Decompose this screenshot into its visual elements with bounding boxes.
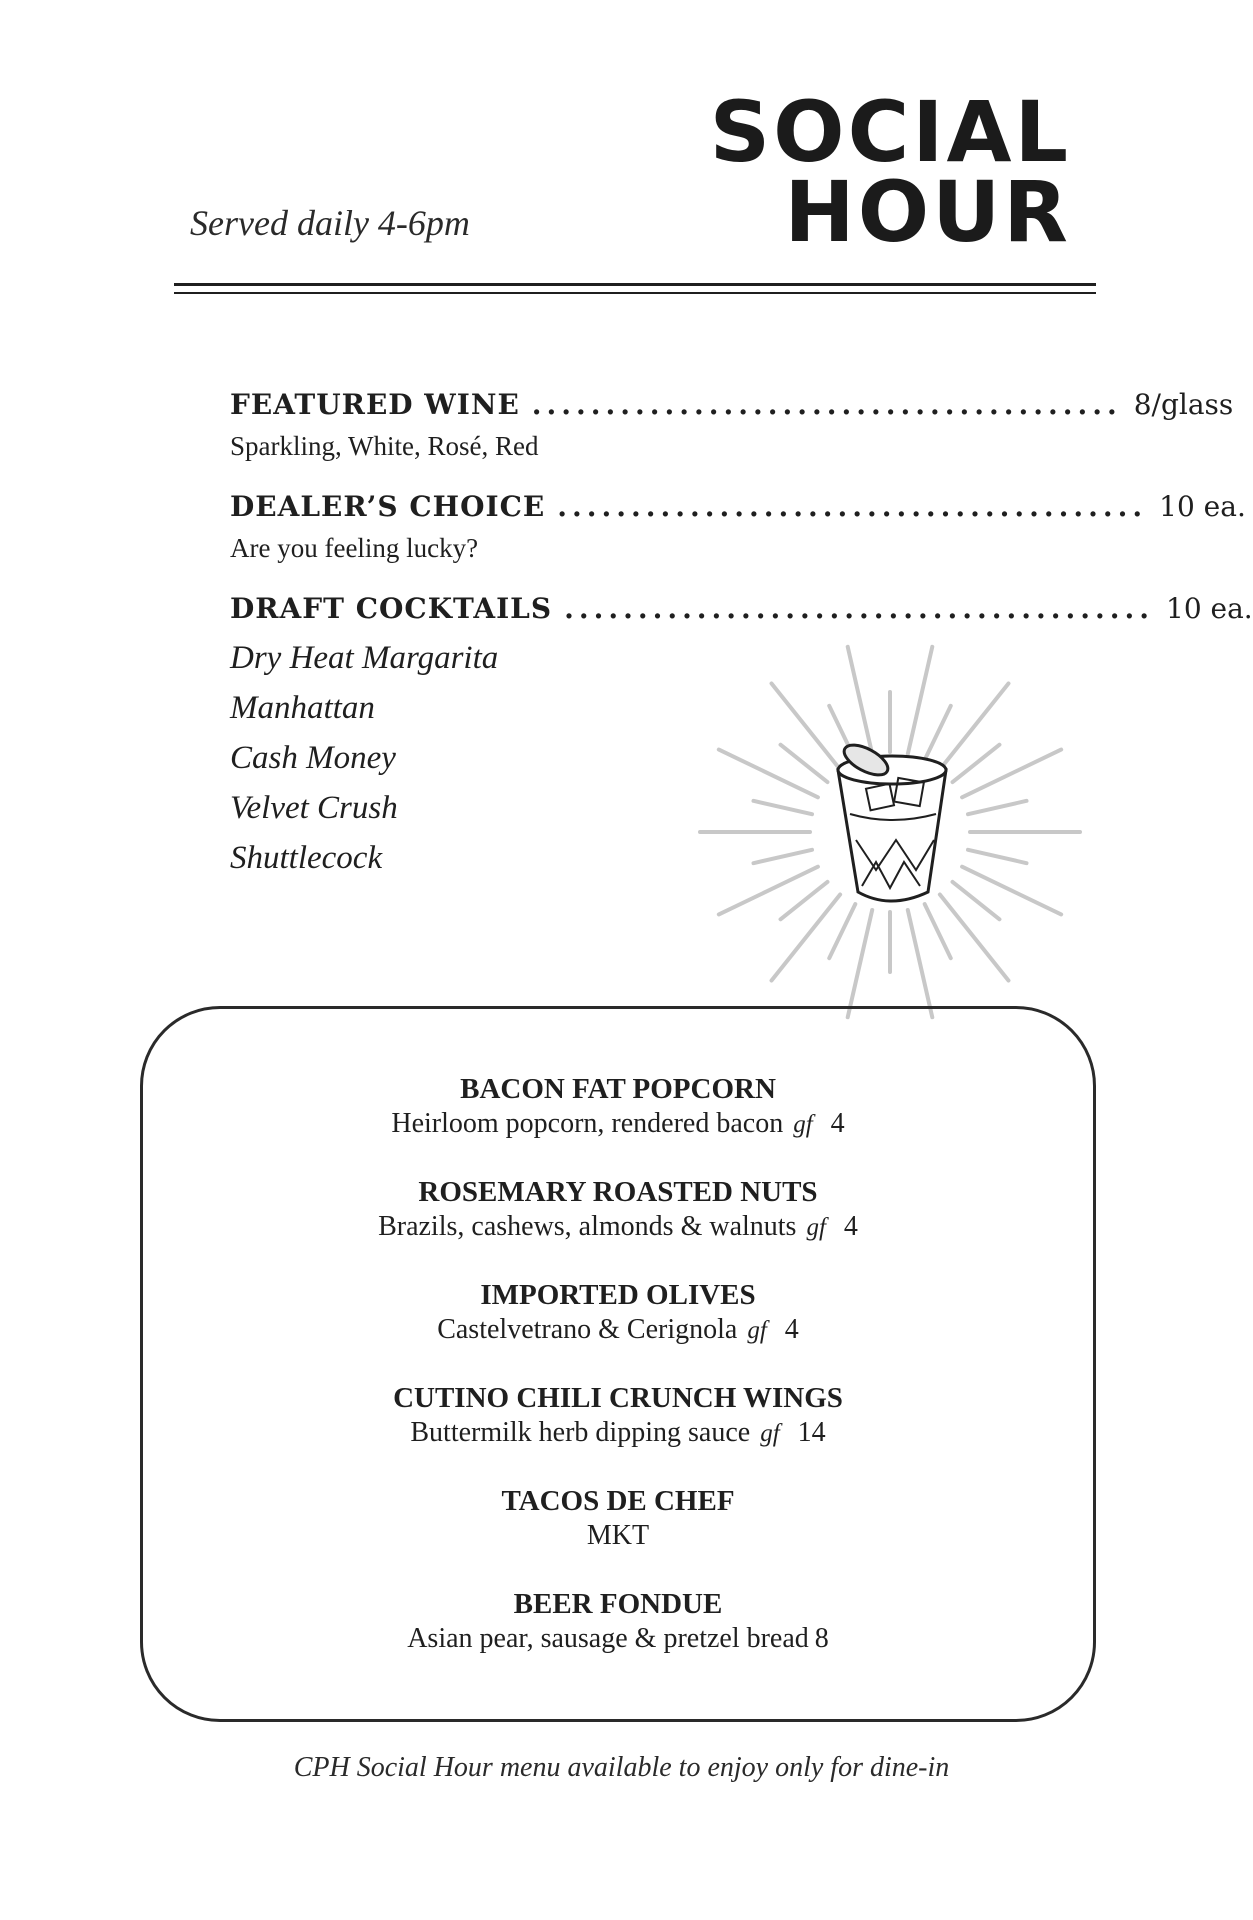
food-price: 4	[830, 1108, 845, 1139]
cocktail-item: Dry Heat Margarita	[230, 640, 499, 676]
food-item	[143, 1176, 1093, 1243]
food-item	[143, 1279, 1093, 1346]
cocktail-item: Manhattan	[230, 690, 375, 726]
dot-leader: ........................................	[531, 388, 1122, 421]
food-line	[143, 1623, 1093, 1655]
food-line	[143, 1417, 1093, 1449]
food-name: IMPORTED OLIVES	[480, 1279, 756, 1311]
food-price: 4	[843, 1211, 858, 1242]
drink-price: 10 ea.	[1166, 592, 1253, 625]
food-name: ROSEMARY ROASTED NUTS	[418, 1176, 818, 1208]
food-description: Heirloom popcorn, rendered bacon	[391, 1108, 784, 1139]
food-line	[143, 1211, 1093, 1243]
dot-leader: ........................................	[564, 592, 1154, 625]
food-price: 14	[797, 1417, 826, 1448]
food-item	[143, 1588, 1093, 1655]
gluten-free-tag: gf	[747, 1317, 767, 1344]
food-item	[143, 1073, 1093, 1140]
cocktail-item: Velvet Crush	[230, 790, 398, 826]
header-rule-top	[174, 283, 1096, 286]
food-name: BEER FONDUE	[513, 1588, 723, 1620]
food-line	[143, 1314, 1093, 1346]
title-line-2: HOUR	[784, 163, 1071, 261]
gluten-free-tag: gf	[806, 1214, 826, 1241]
cocktail-glass-sunburst-icon	[690, 600, 1090, 990]
drink-price: 10 ea.	[1159, 490, 1246, 523]
drink-heading	[230, 490, 1246, 523]
drink-price: 8/glass	[1133, 388, 1234, 421]
food-price: 4	[784, 1314, 799, 1345]
food-list	[143, 1073, 1093, 1691]
drink-heading	[230, 388, 1234, 421]
header-rule-bottom	[174, 292, 1096, 294]
food-description: MKT	[586, 1520, 650, 1551]
food-item	[143, 1485, 1093, 1552]
cocktail-item: Shuttlecock	[230, 840, 383, 876]
food-name: BACON FAT POPCORN	[460, 1073, 776, 1105]
food-line	[143, 1108, 1093, 1140]
cocktail-item: Cash Money	[230, 740, 396, 776]
title-line-1: SOCIAL	[709, 83, 1071, 181]
food-description: Asian pear, sausage & pretzel bread	[407, 1623, 809, 1654]
served-hours: Served daily 4-6pm	[190, 203, 470, 243]
drink-item	[230, 490, 1246, 564]
gluten-free-tag: gf	[760, 1420, 780, 1447]
footer-note: CPH Social Hour menu available to enjoy only for dine-in	[293, 1752, 950, 1783]
drink-name: FEATURED WINE	[230, 388, 520, 421]
food-description: Buttermilk herb dipping sauce	[410, 1417, 751, 1448]
food-description: Castelvetrano & Cerignola	[437, 1314, 738, 1345]
food-line	[143, 1520, 1093, 1552]
food-item	[143, 1382, 1093, 1449]
drink-name: DEALER’S CHOICE	[230, 490, 546, 523]
food-box	[140, 1006, 1096, 1722]
drink-name: DRAFT COCKTAILS	[230, 592, 553, 625]
gluten-free-tag: gf	[793, 1111, 813, 1138]
drink-item	[230, 388, 1234, 462]
drink-description: Are you feeling lucky?	[230, 533, 479, 563]
page-title	[709, 83, 1071, 261]
food-name: CUTINO CHILI CRUNCH WINGS	[393, 1382, 843, 1414]
drink-description: Sparkling, White, Rosé, Red	[230, 431, 539, 461]
food-description: Brazils, cashews, almonds & walnuts	[378, 1211, 797, 1242]
food-name: TACOS DE CHEF	[501, 1485, 735, 1517]
dot-leader: ........................................	[557, 490, 1148, 523]
food-price: 8	[814, 1623, 829, 1654]
